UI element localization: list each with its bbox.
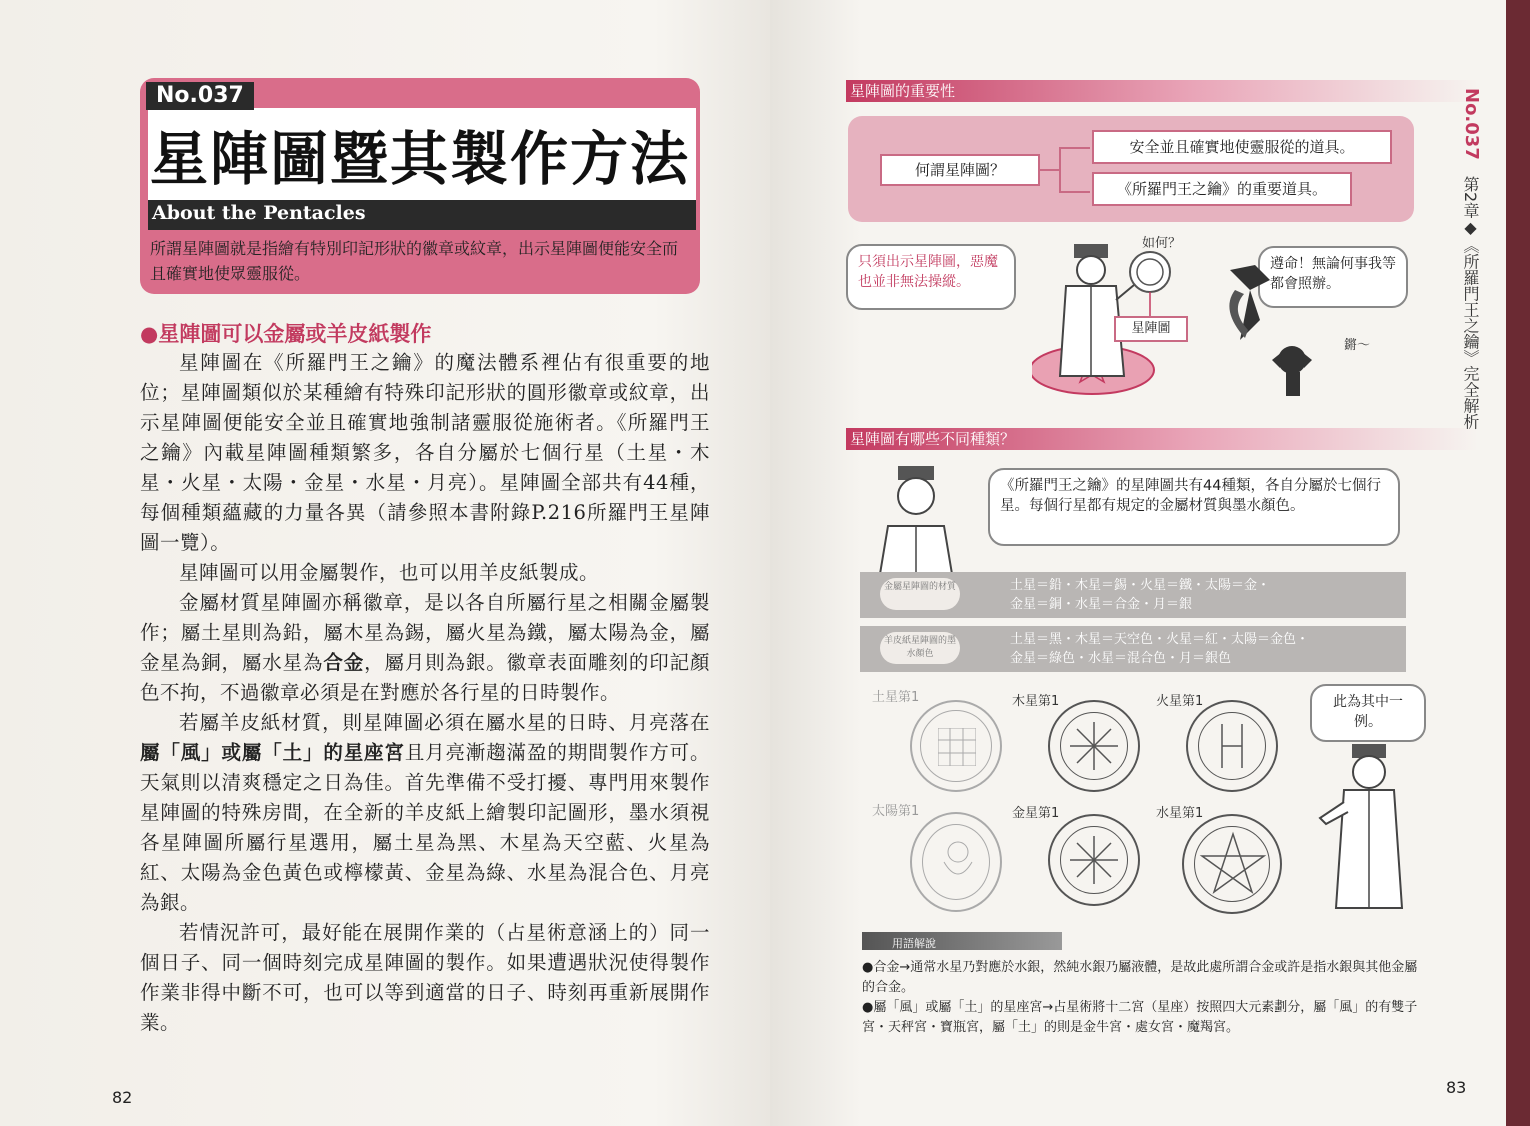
mars-seal-icon: [1186, 700, 1278, 792]
jupiter-seal-icon: [1048, 700, 1140, 792]
section-band-importance: 星陣圖的重要性: [846, 80, 1478, 102]
page-number: 82: [112, 1088, 133, 1107]
bullet-icon: ●: [140, 322, 159, 346]
pentacle-callout: 星陣圖: [1114, 316, 1188, 342]
sun-seal-icon: [910, 812, 1002, 912]
glossary-note: ●屬「風」或屬「土」的星座宮→占星術將十二宮（星座）按照四大元素劃分，屬「風」的有雙子宮・天秤宮・寶瓶宮，屬「土」的則是金牛宮・處女宮・魔羯宮。: [862, 1000, 1418, 1035]
seal-label: 土星第1: [872, 690, 920, 705]
speech-bubble-left: 只須出示星陣圖，惡魔也並非無法操縱。: [846, 244, 1016, 310]
seal-label: 金星第1: [1012, 806, 1060, 821]
presenter-illustration: [1318, 742, 1438, 912]
english-subtitle: About the Pentacles: [152, 202, 366, 224]
section-heading: [140, 318, 431, 348]
seal-label: 火星第1: [1156, 694, 1204, 709]
answer-box-1: 安全並且確實地使靈服從的道具。: [1092, 130, 1392, 164]
seal-label: 木星第1: [1012, 694, 1060, 709]
demon-illustration: [1210, 260, 1320, 420]
ink-text: 土星＝黑・木星＝天空色・火星＝紅・太陽＝金色・ 金星＝綠色・水星＝混合色・月＝銀色: [1010, 632, 1310, 666]
book-edge: [1506, 0, 1530, 1126]
answer-box-2: 《所羅門王之鑰》的重要道具。: [1092, 172, 1352, 206]
glossary-bar: 用語解說: [862, 932, 1062, 950]
metal-text: 土星＝鉛・木星＝錫・火星＝鐵・太陽＝金・ 金星＝銅・水星＝合金・月＝銀: [1010, 578, 1271, 612]
section-band-types: 星陣圖有哪些不同種類？: [846, 428, 1478, 450]
venus-seal-icon: [1048, 814, 1140, 906]
connector-lines: [1040, 140, 1090, 200]
chapter-tab-number: No.037: [1461, 88, 1482, 160]
page-number: 83: [1446, 1078, 1467, 1097]
seal-label: 水星第1: [1156, 806, 1204, 821]
example-speech-bubble: 此為其中一例。: [1310, 684, 1426, 742]
chapter-tab-title: 第2章◆《所羅門王之鑰》完全解析: [1461, 176, 1480, 430]
glossary-note: ●合金→通常水星乃對應於水銀，然純水銀乃屬液體，是故此處所謂合金或許是指水銀與其他金屬的合金。: [862, 960, 1418, 995]
paragraph: 若情況許可，最好能在展開作業的（占星術意涵上的）同一個日子、同一個時刻完成星陣圖的製作。如果遭遇狀況使得製作作業非得中斷不可，也可以等到適當的日子、時刻再重新展開作業。: [140, 921, 710, 1034]
keyword-alloy: 合金: [323, 651, 365, 674]
right-page: [770, 0, 1530, 1126]
paragraph: 若屬羊皮紙材質，則星陣圖必須在屬水星的日時、月亮落在屬「風」或屬「土」的星座宮且月亮漸趨滿盈的期間製作方可。天氣則以清爽穩定之日為佳。首先準備不受打擾、專門用來製作星陣圖的特殊房間，在全新的羊皮紙上繪製印記圖形，墨水須視各星陣圖所屬行星選用，屬土星為黑、木星為天空藍、火星為紅、太陽為金色黃色或檸檬黃、金星為綠、水星為混合色、月亮為銀。: [140, 711, 710, 914]
sound-effect: 鏘～: [1344, 338, 1371, 353]
paragraph: 金屬材質星陣圖亦稱徽章，是以各自所屬行星之相關金屬製作；屬土星則為鉛，屬木星為錫，屬火星為鐵，屬太陽為金，屬金星為銅，屬水星為合金，屬月則為銀。徽章表面雕刻的印記顏色不拘，不過徽章必須是在對應於各行星的日時製作。: [140, 591, 710, 704]
ink-label-pill: 羊皮紙星陣圖的墨水顏色: [880, 632, 960, 664]
keyword-zodiac: 屬「風」或屬「土」的星座宮: [140, 741, 405, 764]
question-box: 何謂星陣圖？: [880, 154, 1040, 186]
speech-bubble-right: 遵命！無論何事我等都會照辦。: [1258, 246, 1408, 308]
types-speech-bubble: 《所羅門王之鑰》的星陣圖共有44種類，各自分屬於七個行星。每個行星都有規定的金屬材質與墨水顏色。: [988, 468, 1400, 546]
paragraph: 星陣圖在《所羅門王之鑰》的魔法體系裡佔有很重要的地位；星陣圖類似於某種繪有特殊印記形狀的圓形徽章或紋章，出示星陣圖便能安全並且確實地強制諸靈服從施術者。《所羅門王之鑰》內載星陣圖種類繁多，各自分屬於七個行星（土星・木星・火星・太陽・金星・水星・月亮）。星陣圖全部共有44種，每個種類蘊藏的力量各異（請參照本書附錄P.216所羅門王星陣圖一覽）。: [140, 351, 710, 554]
metal-material-row: [860, 572, 1406, 618]
glossary-notes: [862, 958, 1422, 1038]
article-number-badge: No.037: [146, 82, 254, 110]
article-body: [140, 348, 710, 1038]
magician-bust-illustration: [874, 466, 964, 576]
saturn-seal-icon: [910, 700, 1002, 792]
section-heading-text: 星陣圖可以金屬或羊皮紙製作: [158, 322, 432, 346]
intro-summary: 所謂星陣圖就是指繪有特別印記形狀的徽章或紋章，出示星陣圖便能安全而且確實地使眾靈服從。: [150, 239, 679, 283]
paragraph: 星陣圖可以用金屬製作，也可以用羊皮紙製成。: [179, 561, 600, 584]
how-label: 如何？: [1142, 236, 1182, 251]
page-title: 星陣圖暨其製作方法: [150, 125, 691, 193]
mercury-seal-icon: [1182, 814, 1282, 914]
metal-label-pill: 金屬星陣圖的材質: [880, 578, 960, 610]
ink-color-row: [860, 626, 1406, 672]
seal-label: 太陽第1: [872, 804, 920, 819]
article-header: [140, 78, 700, 294]
